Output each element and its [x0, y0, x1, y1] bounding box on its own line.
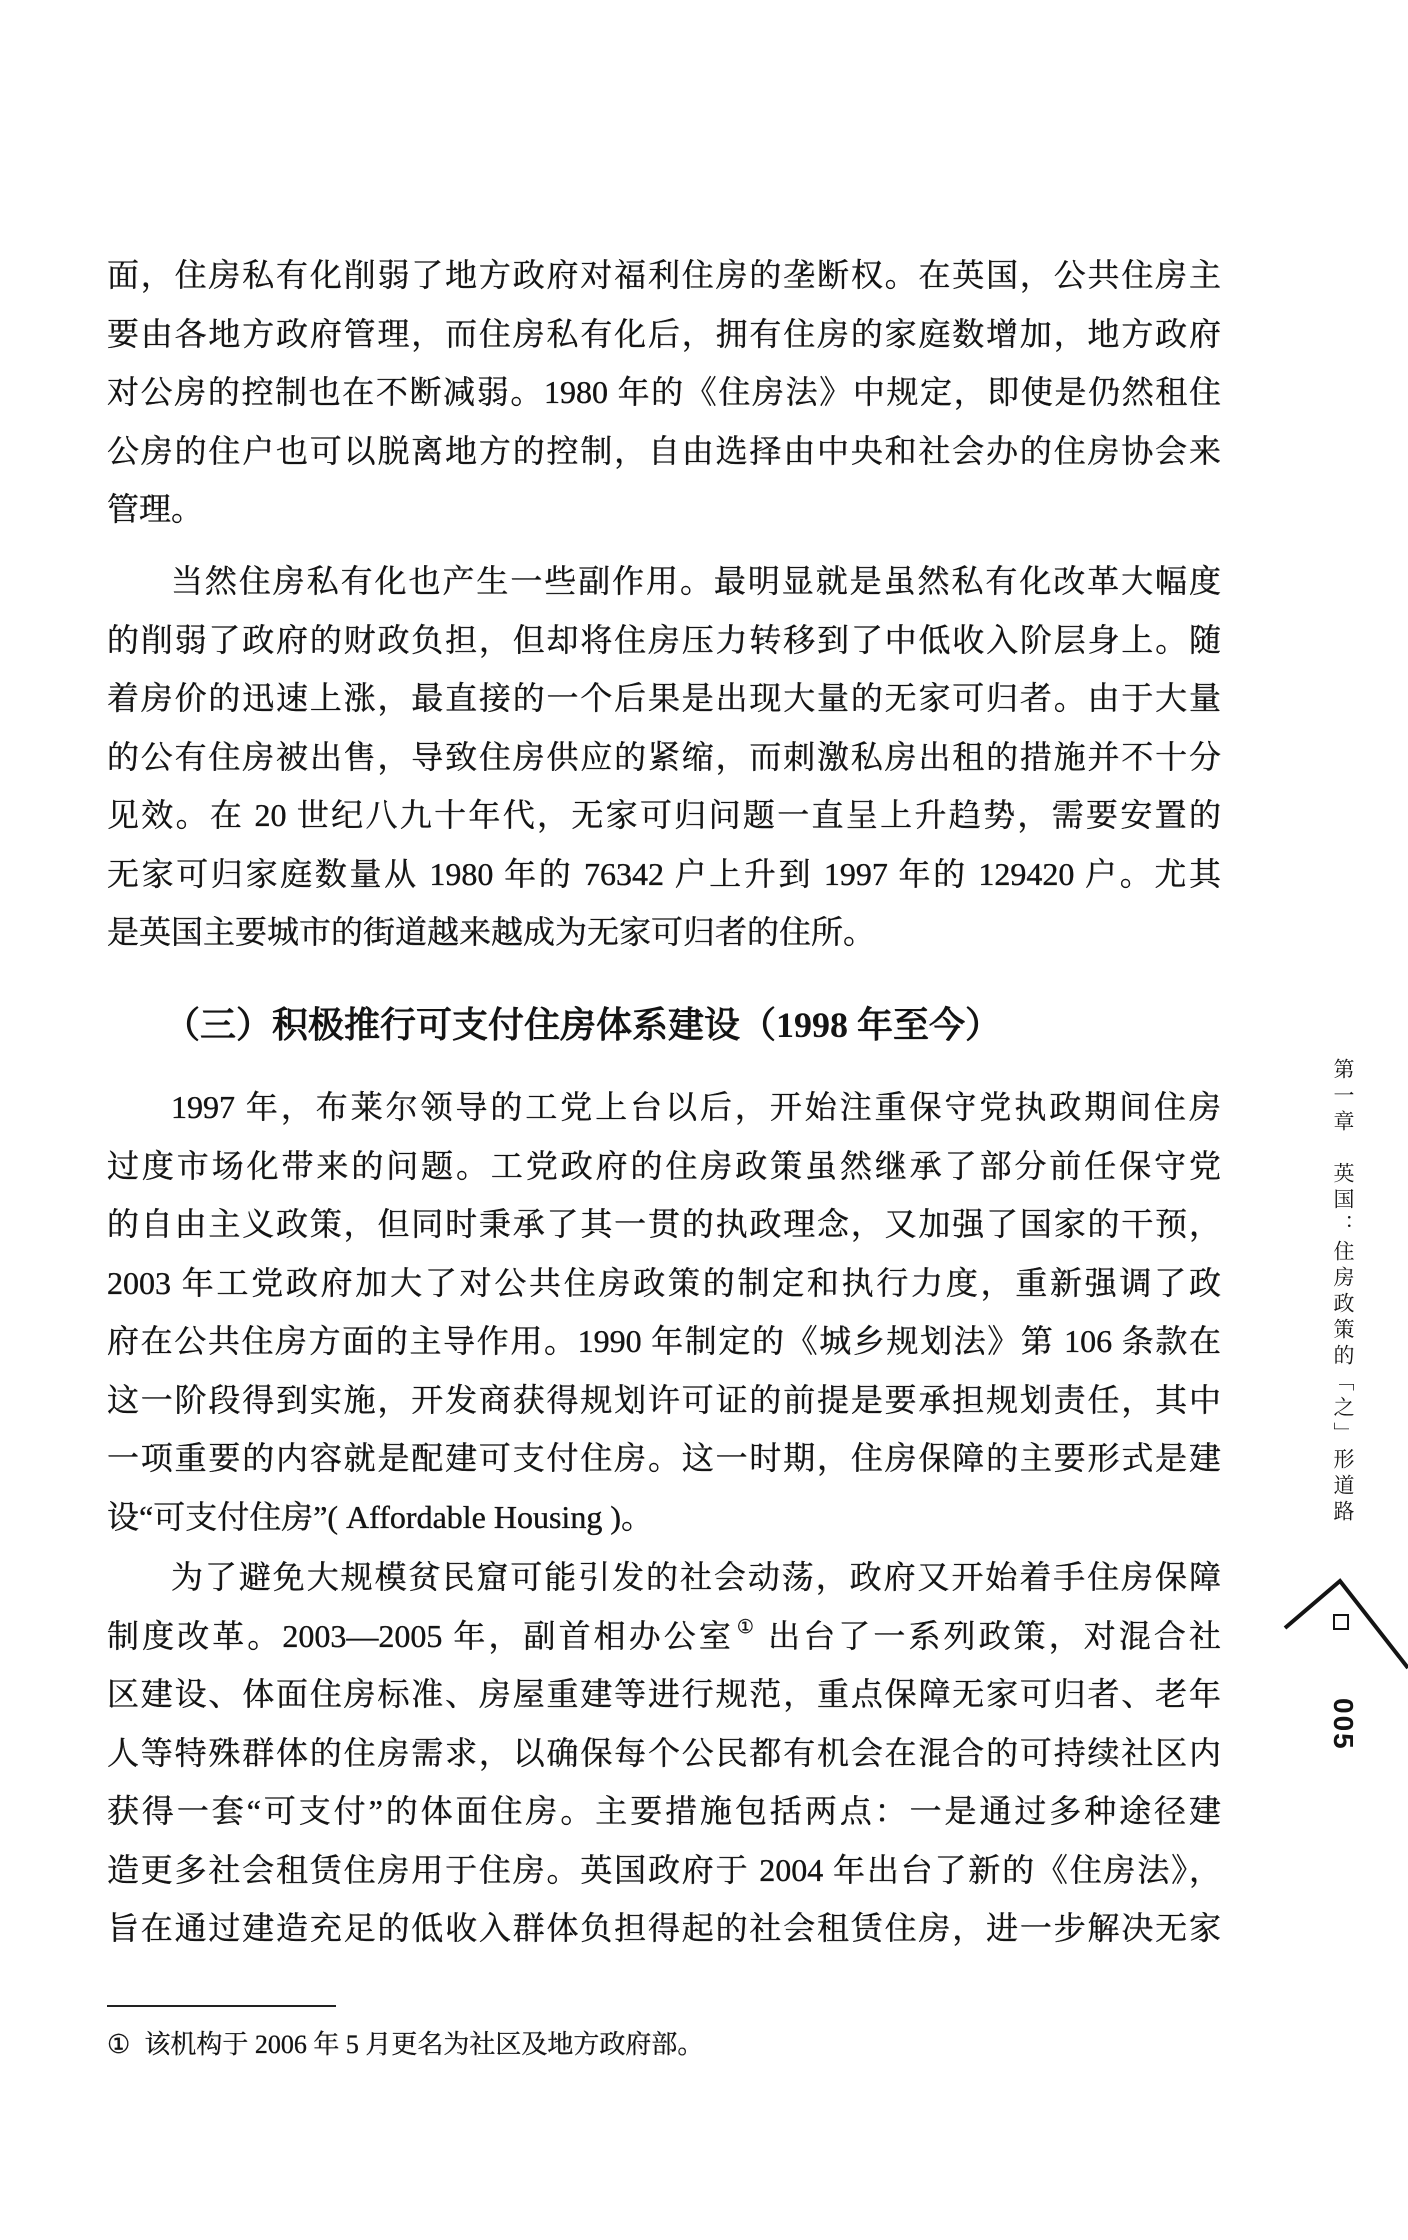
body-line: 见效。在 20 世纪八九十年代，无家可归问题一直呈上升趋势，需要安置的 — [107, 797, 1221, 833]
paragraph — [107, 1548, 1221, 1958]
body-line-text: 出台了一系列政策，对混合社 — [757, 1617, 1221, 1654]
body-line: 的削弱了政府的财政负担，但却将住房压力转移到了中低收入阶层身上。随 — [107, 621, 1221, 658]
footnote-divider — [107, 2005, 336, 2007]
body-line: 过度市场化带来的问题。工党政府的住房政策虽然继承了部分前任保守党 — [107, 1147, 1221, 1184]
square-ornament-icon — [1334, 1615, 1348, 1629]
body-line: 获得一套“可支付”的体面住房。主要措施包括两点：一是通过多种途径建 — [107, 1793, 1221, 1829]
paragraph — [107, 246, 1221, 539]
body-line: 为了避免大规模贫民窟可能引发的社会动荡，政府又开始着手住房保障 — [171, 1559, 1221, 1595]
body-line: 着房价的迅速上涨，最直接的一个后果是出现大量的无家可归者。由于大量 — [107, 680, 1221, 716]
body-line: 是英国主要城市的街道越来越成为无家可归者的住所。 — [107, 914, 876, 950]
footnote-marker: ① — [107, 2030, 131, 2059]
running-head: 第一章 英国：住房政策的「之」形道路 — [1331, 1058, 1355, 1526]
body-line: 1997 年，布莱尔领导的工党上台以后，开始注重保守党执政期间住房 — [171, 1089, 1221, 1125]
footnote-reference: ① — [736, 1617, 758, 1639]
footnote — [107, 2026, 703, 2064]
body-line: 的公有住房被出售，导致住房供应的紧缩，而刺激私房出租的措施并不十分 — [107, 738, 1221, 775]
section-heading: （三）积极推行可支付住房体系建设（1998 年至今） — [164, 1005, 1002, 1045]
page-corner-ornament — [1270, 1570, 1408, 1680]
body-line: 当然住房私有化也产生一些副作用。最明显就是虽然私有化改革大幅度 — [171, 563, 1221, 599]
footnote-text: 该机构于 2006 年 5 月更名为社区及地方政府部。 — [144, 2030, 704, 2059]
body-line: 区建设、体面住房标准、房屋重建等进行规范，重点保障无家可归者、老年 — [107, 1676, 1221, 1712]
paragraph — [107, 552, 1221, 962]
body-line: 人等特殊群体的住房需求，以确保每个公民都有机会在混合的可持续社区内 — [107, 1734, 1221, 1771]
body-line: 2003 年工党政府加大了对公共住房政策的制定和执行力度，重新强调了政 — [107, 1264, 1221, 1301]
page-number: 005 — [1328, 1698, 1359, 1751]
body-line: 造更多社会租赁住房用于住房。英国政府于 2004 年出台了新的《住房法》， — [107, 1851, 1221, 1888]
body-line: 要由各地方政府管理，而住房私有化后，拥有住房的家庭数增加，地方政府 — [107, 315, 1221, 352]
paragraph — [107, 1078, 1221, 1546]
body-line — [107, 1607, 1221, 1666]
body-line: 这一阶段得到实施，开发商获得规划许可证的前提是要承担规划责任，其中 — [107, 1381, 1221, 1418]
body-line: 设“可支付住房”( Affordable Housing )。 — [107, 1498, 653, 1535]
body-line: 一项重要的内容就是配建可支付住房。这一时期，住房保障的主要形式是建 — [107, 1440, 1221, 1476]
body-line: 公房的住户也可以脱离地方的控制，自由选择由中央和社会办的住房协会来 — [107, 432, 1221, 469]
body-line: 面，住房私有化削弱了地方政府对福利住房的垄断权。在英国，公共住房主 — [107, 257, 1221, 293]
chevron-line — [1285, 1581, 1408, 1668]
body-line: 无家可归家庭数量从 1980 年的 76342 户上升到 1997 年的 129420 户。尤其 — [107, 855, 1221, 892]
body-line: 的自由主义政策，但同时秉承了其一贯的执政理念，又加强了国家的干预， — [107, 1206, 1221, 1242]
body-line: 府在公共住房方面的主导作用。1990 年制定的《城乡规划法》第 106 条款在 — [107, 1323, 1221, 1359]
body-line: 对公房的控制也在不断减弱。1980 年的《住房法》中规定，即使是仍然租住 — [107, 374, 1221, 410]
body-line: 管理。 — [107, 491, 204, 527]
body-line: 旨在通过建造充足的低收入群体负担得起的社会租赁住房，进一步解决无家 — [107, 1910, 1221, 1946]
body-line-text: 制度改革。2003—2005 年，副首相办公室 — [107, 1617, 734, 1654]
